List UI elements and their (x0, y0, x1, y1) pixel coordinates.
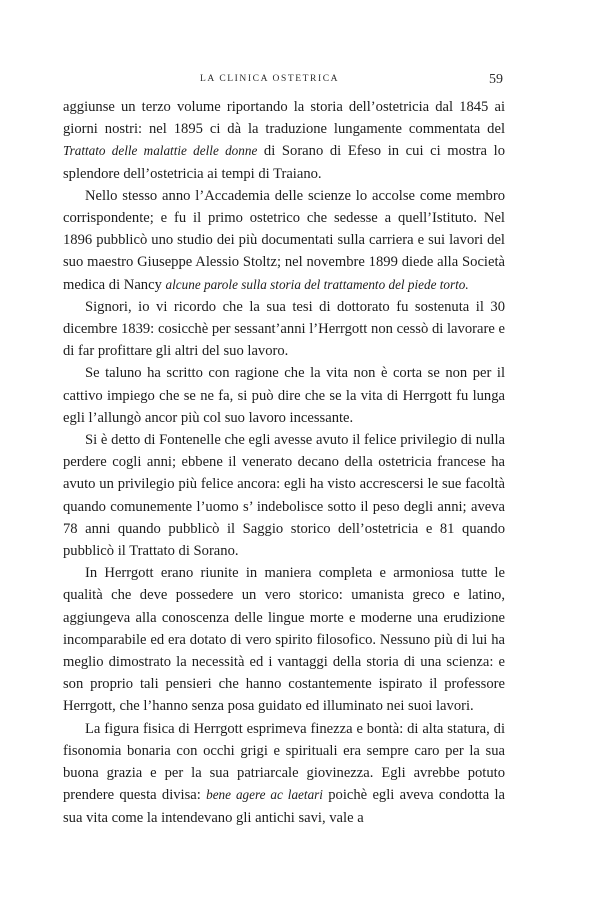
paragraph (63, 185, 505, 296)
text-run: di Sorano di Efeso in cui ci mostra lo splendore dell’ostetricia ai tempi di Traiano. (63, 143, 505, 182)
text-run: Se taluno ha scritto con ragione che la vita non è corta se non per il cattivo impiego che se ne fa, si può dire che se la vita di Herrgott fu lunga egli l’allungò ancor più col suo lavoro incessante. (63, 365, 505, 426)
italic-title: alcune parole sulla storia del trattamento del piede torto. (165, 276, 469, 292)
text-run: aggiunse un terzo volume riportando la storia dell’ostetricia dal 1845 ai giorni nostri: nel 1895 ci dà la traduzione lungamente commentata del (63, 99, 505, 138)
paragraph (63, 296, 505, 363)
running-title: LA CLINICA OSTETRICA (200, 74, 340, 84)
body-text (63, 96, 505, 829)
paragraph (63, 718, 505, 829)
text-run: poichè egli aveva condotta la sua vita come la intendevano gli antichi savi, vale a (63, 787, 506, 826)
paragraph (63, 362, 505, 429)
text-run: In Herrgott erano riunite in maniera completa e armoniosa tutte le qualità che deve possedere un vero storico: umanista greco e latino, aggiungeva alla conoscenza delle lingue morte e moderne una erudizione incomparabile ed era dotato di vero spirito filosofico. Nessuno più di lui ha meglio dimostrato la necessità ed i vantaggi della storia di una scienza: e son proprio tali pensieri che hanno costantemente ispirato il professore Herrgott, che l’hanno senza posa guidato ed illuminato nei suoi lavori. (63, 565, 505, 715)
text-run: Signori, io vi ricordo che la sua tesi di dottorato fu sostenuta il 30 dicembre 1839: cosicchè per sessant’anni l’Herrgott non cessò di lavorare e di far profittare gli altri del suo lavoro. (63, 298, 505, 360)
paragraph (63, 429, 505, 562)
paragraph (63, 562, 505, 717)
text-run: Nello stesso anno l’Accademia delle scienze lo accolse come membro corrispondente; e fu il primo ostetrico che sedesse a quell’Istituto. Nel 1896 pubblicò uno studio dei più documentati sulla carriera e sui lavori del suo maestro Giuseppe Alessio Stoltz; nel novembre 1899 diede alla Società medica di Nancy (63, 187, 505, 293)
page-number: 59 (489, 72, 503, 87)
paragraph (63, 96, 505, 185)
italic-title: Trattato delle malattie delle donne (63, 143, 258, 159)
text-run: La figura fisica di Herrgott esprimeva finezza e bontà: di alta statura, di fisonomia bonaria con occhi grigi e spirituali era sempre caro per la sua buona grazia e per la sua patriarcale giovinezza. Egli avrebbe potuto prendere questa divisa: (63, 720, 505, 804)
running-header (0, 74, 605, 90)
italic-motto: bene agere ac laetari (206, 787, 323, 803)
text-run: Si è detto di Fontenelle che egli avesse avuto il felice privilegio di nulla perdere cogli anni; ebbene il venerato decano della ostetricia francese ha avuto un privilegio più felice ancora: egli ha visto accrescersi le sue facoltà quando comunemente l’uomo s’ indebolisce sotto il peso degli anni; aveva 78 anni quando pubblicò il Saggio storico dell’ostetricia e 81 quando pubblicò il Trattato di Sorano. (63, 432, 505, 560)
